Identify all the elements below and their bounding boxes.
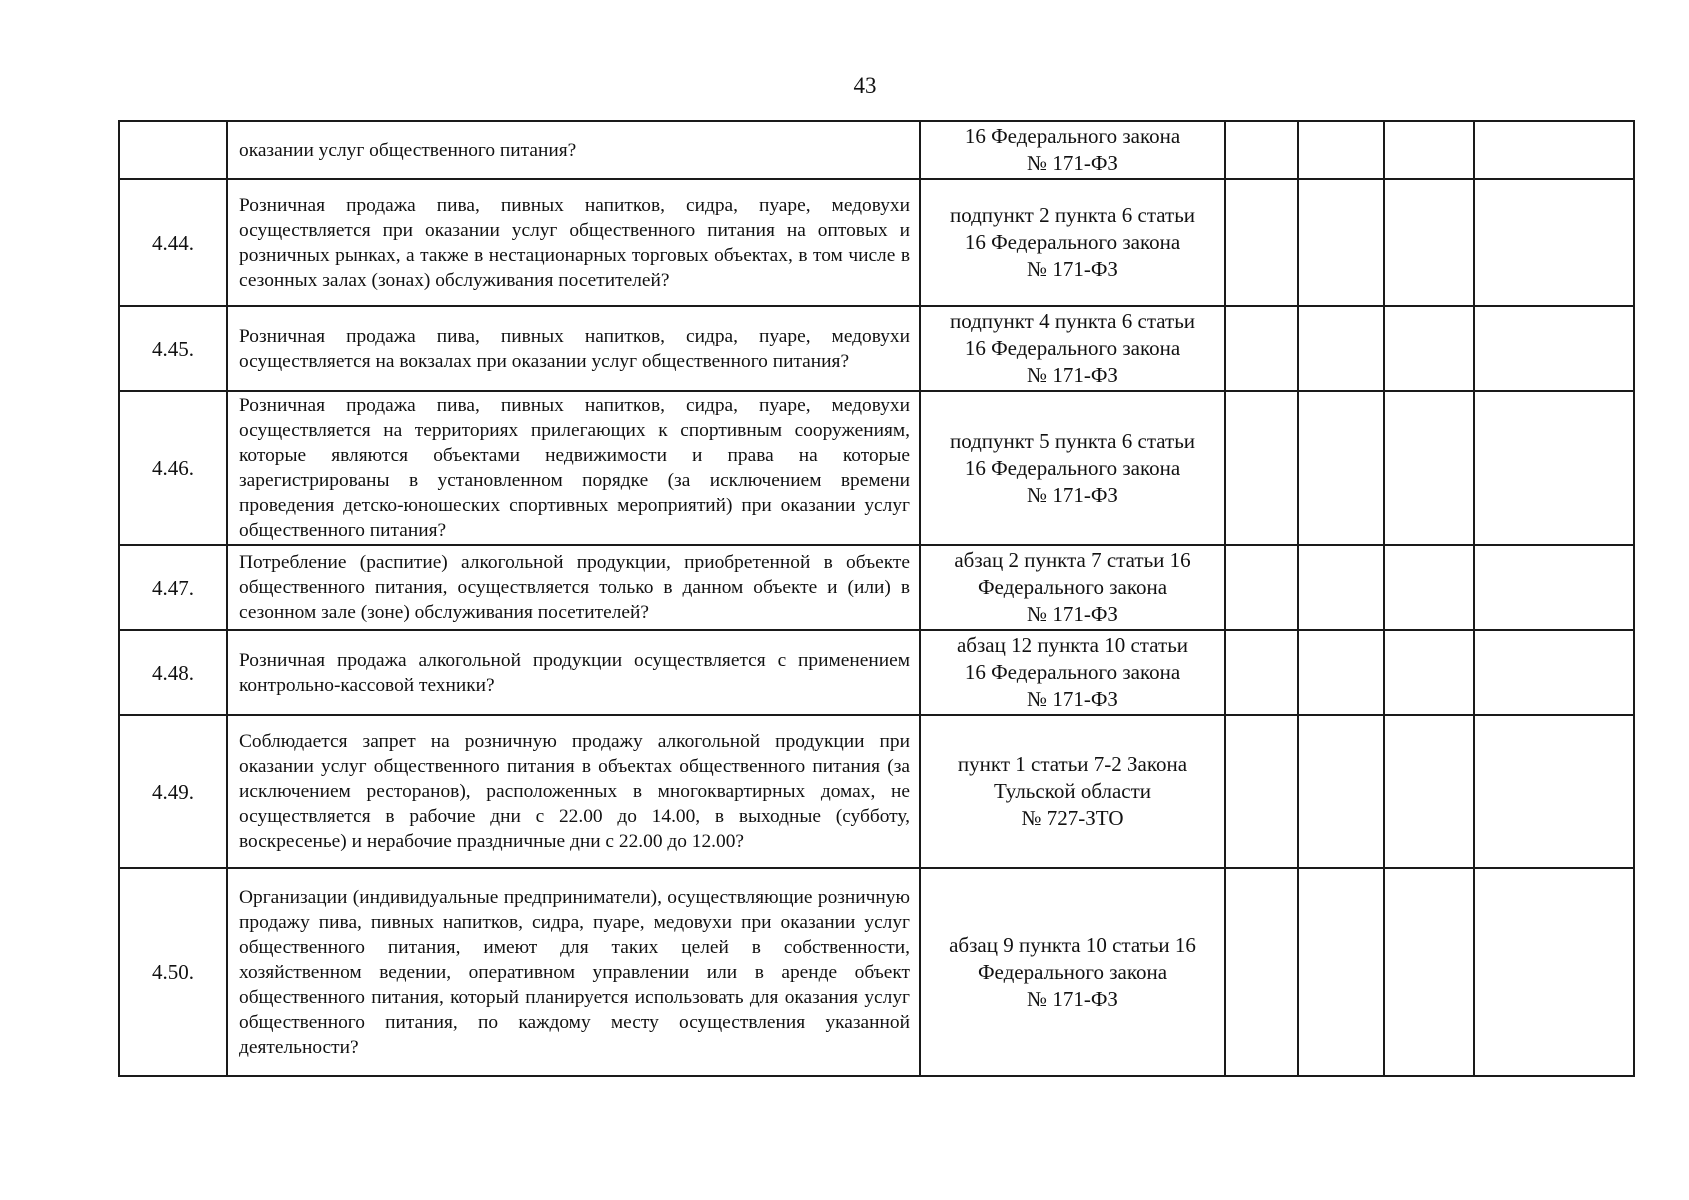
answer-cell <box>1298 306 1384 391</box>
legal-reference <box>920 121 1225 179</box>
question-text: Соблюдается запрет на розничную продажу алкогольной продукции при оказании услуг общественного питания в объектах общественного питания (за исключением ресторанов), расположенных в многоквартирных домах, не осуществляется в рабочие дни с 22.00 до 14.00, в выходные (субботу, воскресенье) и нерабочие праздничные дни с 22.00 до 12.00? <box>227 715 920 868</box>
table-body <box>119 121 1634 1076</box>
question-text: Организации (индивидуальные предприниматели), осуществляющие розничную продажу пива, пивных напитков, сидра, пуаре, медовухи при оказании услуг общественного питания, имеют для таких целей в собственности, хозяйственном ведении, оперативном управлении или в аренде объект общественного питания, который планируется использовать для оказания услуг общественного питания, по каждому месту осуществления указанной деятельности? <box>227 868 920 1076</box>
reference-line: подпункт 4 пункта 6 статьи <box>949 309 1196 333</box>
reference-line: № 171-ФЗ <box>1027 151 1118 175</box>
table-row <box>119 868 1634 1076</box>
question-text: Потребление (распитие) алкогольной продукции, приобретенной в объекте общественного питания, осуществляется только в данном объекте и (или) в сезонном зале (зоне) обслуживания посетителей? <box>227 545 920 630</box>
answer-cell <box>1298 545 1384 630</box>
answer-cell <box>1298 630 1384 715</box>
answer-cell <box>1474 715 1634 868</box>
answer-cell <box>1225 630 1298 715</box>
table-row <box>119 630 1634 715</box>
question-text: Розничная продажа пива, пивных напитков, сидра, пуаре, медовухи осуществляется на вокзалах при оказании услуг общественного питания? <box>227 306 920 391</box>
answer-cell <box>1225 179 1298 306</box>
item-number: 4.48. <box>119 630 227 715</box>
answer-cell <box>1474 630 1634 715</box>
question-text: оказании услуг общественного питания? <box>227 121 920 179</box>
answer-cell <box>1474 179 1634 306</box>
reference-line: Тульской области <box>993 779 1152 803</box>
reference-line: подпункт 5 пункта 6 статьи <box>949 428 1196 453</box>
legal-reference <box>920 306 1225 391</box>
table-row <box>119 121 1634 179</box>
item-number <box>119 121 227 179</box>
reference-line: 16 Федерального закона <box>964 660 1181 684</box>
answer-cell <box>1225 868 1298 1076</box>
table-row <box>119 306 1634 391</box>
answer-cell <box>1225 715 1298 868</box>
reference-line: № 171-ФЗ <box>1027 257 1118 281</box>
reference-line: Федерального закона <box>977 575 1168 599</box>
answer-cell <box>1384 630 1474 715</box>
answer-cell <box>1384 121 1474 179</box>
reference-line: 16 Федерального закона <box>964 455 1181 480</box>
table-row <box>119 545 1634 630</box>
answer-cell <box>1298 868 1384 1076</box>
item-number: 4.49. <box>119 715 227 868</box>
reference-line: абзац 2 пункта 7 статьи 16 <box>954 548 1191 572</box>
answer-cell <box>1225 121 1298 179</box>
question-text: Розничная продажа пива, пивных напитков, сидра, пуаре, медовухи осуществляется на территориях прилегающих к спортивным сооружениям, которые являются объектами недвижимости и права на которые зарегистрированы в установленном порядке (за исключением времени проведения детско-юношеских спортивных мероприятий) при оказании услуг общественного питания? <box>227 391 920 545</box>
checklist-table <box>118 120 1635 1077</box>
answer-cell <box>1384 391 1474 545</box>
reference-line: № 171-ФЗ <box>1027 602 1118 626</box>
legal-reference <box>920 630 1225 715</box>
answer-cell <box>1384 179 1474 306</box>
legal-reference <box>920 545 1225 630</box>
reference-line: абзац 9 пункта 10 статьи 16 <box>949 932 1196 957</box>
answer-cell <box>1474 868 1634 1076</box>
legal-reference <box>920 868 1225 1076</box>
reference-line: пункт 1 статьи 7-2 Закона <box>957 752 1188 776</box>
answer-cell <box>1384 715 1474 868</box>
answer-cell <box>1474 391 1634 545</box>
table-row <box>119 179 1634 306</box>
item-number: 4.46. <box>119 391 227 545</box>
answer-cell <box>1225 545 1298 630</box>
answer-cell <box>1474 121 1634 179</box>
reference-line: Федерального закона <box>977 959 1168 984</box>
question-text: Розничная продажа пива, пивных напитков, сидра, пуаре, медовухи осуществляется при оказании услуг общественного питания на оптовых и розничных рынках, а также в нестационарных торговых объектах, в том числе в сезонных залах (зонах) обслуживания посетителей? <box>227 179 920 306</box>
reference-line: № 171-ФЗ <box>1027 687 1118 711</box>
reference-line: абзац 12 пункта 10 статьи <box>956 633 1189 657</box>
item-number: 4.44. <box>119 179 227 306</box>
question-text: Розничная продажа алкогольной продукции осуществляется с применением контрольно-кассовой техники? <box>227 630 920 715</box>
reference-line: 16 Федерального закона <box>964 230 1181 254</box>
reference-line: 16 Федерального закона <box>964 124 1181 148</box>
table-row <box>119 391 1634 545</box>
answer-cell <box>1298 715 1384 868</box>
reference-line: № 171-ФЗ <box>1027 482 1118 507</box>
answer-cell <box>1298 121 1384 179</box>
reference-line: № 171-ФЗ <box>1027 363 1118 387</box>
reference-line: № 171-ФЗ <box>1027 986 1118 1011</box>
item-number: 4.50. <box>119 868 227 1076</box>
reference-line: подпункт 2 пункта 6 статьи <box>949 203 1196 227</box>
legal-reference <box>920 715 1225 868</box>
item-number: 4.47. <box>119 545 227 630</box>
reference-line: 16 Федерального закона <box>964 336 1181 360</box>
answer-cell <box>1474 545 1634 630</box>
reference-line: № 727-ЗТО <box>1021 806 1124 830</box>
answer-cell <box>1384 868 1474 1076</box>
answer-cell <box>1298 179 1384 306</box>
answer-cell <box>1384 306 1474 391</box>
answer-cell <box>1225 306 1298 391</box>
legal-reference <box>920 179 1225 306</box>
item-number: 4.45. <box>119 306 227 391</box>
answer-cell <box>1474 306 1634 391</box>
answer-cell <box>1225 391 1298 545</box>
legal-reference <box>920 391 1225 545</box>
page-number: 43 <box>853 73 877 98</box>
table-row <box>119 715 1634 868</box>
answer-cell <box>1298 391 1384 545</box>
answer-cell <box>1384 545 1474 630</box>
